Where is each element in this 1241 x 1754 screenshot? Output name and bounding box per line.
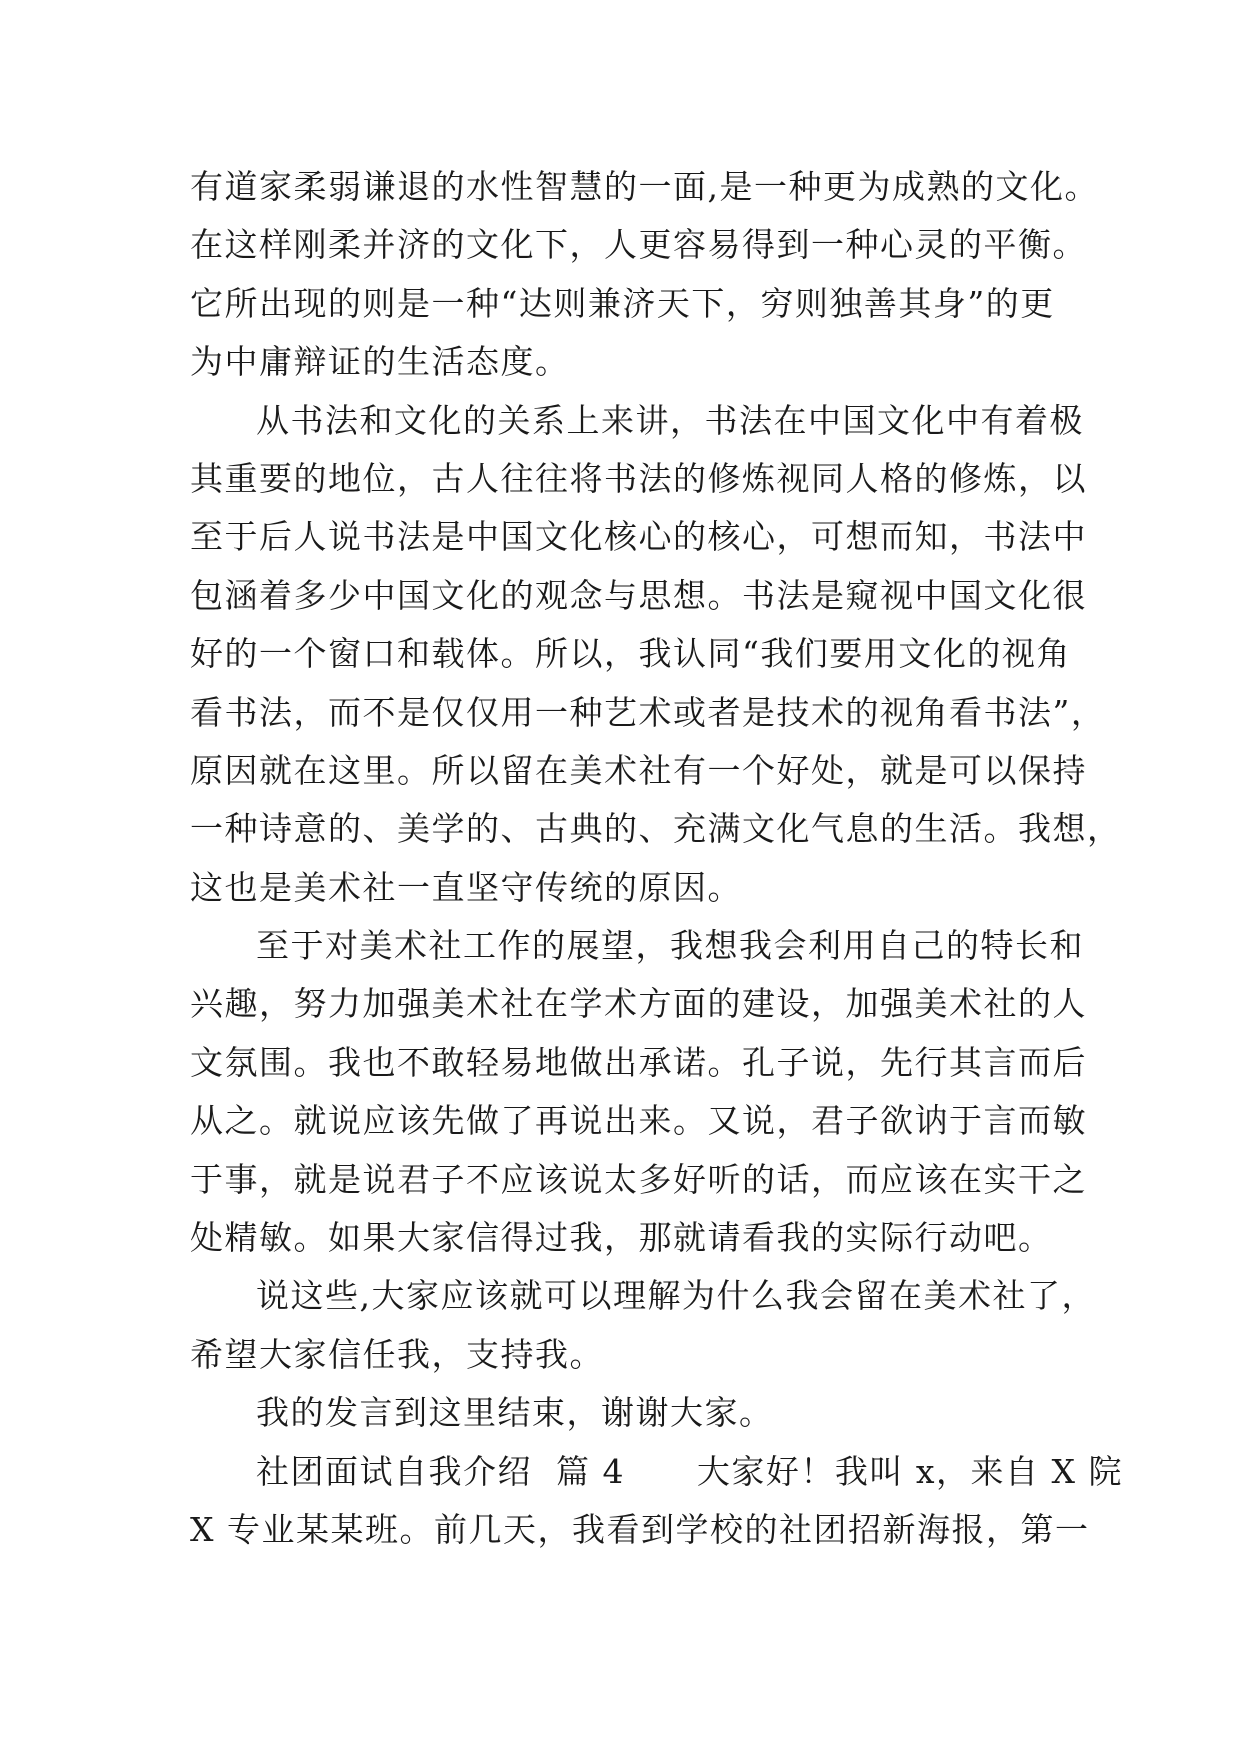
- section-heading-line: 社团面试自我介绍 篇 4 大家好！我叫 x，来自 X 院: [256, 1451, 1123, 1491]
- text-line: 从之。就说应该先做了再说出来。又说，君子欲讷于言而敏: [190, 1101, 1087, 1141]
- text-line: 处精敏。如果大家信得过我，那就请看我的实际行动吧。: [190, 1218, 1053, 1258]
- text-line: 希望大家信任我，支持我。: [190, 1334, 604, 1374]
- body-text: [190, 158, 1123, 1559]
- text-line: 为中庸辩证的生活态度。: [190, 342, 570, 382]
- text-line: 看书法，而不是仅仅用一种艺术或者是技术的视角看书法”，: [190, 692, 1106, 732]
- text-line: 原因就在这里。所以留在美术社有一个好处，就是可以保持: [190, 750, 1087, 790]
- text-line: 在这样刚柔并济的文化下，人更容易得到一种心灵的平衡。: [190, 225, 1087, 265]
- text-line: 有道家柔弱谦退的水性智慧的一面,是一种更为成熟的文化。: [190, 167, 1099, 206]
- text-line: 它所出现的则是一种“达则兼济天下，穷则独善其身”的更: [190, 283, 1055, 323]
- text-line: 这也是美术社一直坚守传统的原因。: [190, 867, 742, 907]
- text-line: 至于后人说书法是中国文化核心的核心，可想而知，书法中: [190, 517, 1087, 557]
- text-line: 好的一个窗口和载体。所以，我认同“我们要用文化的视角: [190, 634, 1071, 674]
- paragraph-first-line: 从书法和文化的关系上来讲，书法在中国文化中有着极: [256, 400, 1084, 440]
- text-line: 其重要的地位，古人往往将书法的修炼视同人格的修炼，以: [190, 458, 1087, 498]
- text-line: 一种诗意的、美学的、古典的、充满文化气息的生活。我想，: [190, 809, 1122, 849]
- text-line: 兴趣，努力加强美术社在学术方面的建设，加强美术社的人: [190, 984, 1087, 1024]
- paragraph-first-line: 说这些,大家应该就可以理解为什么我会留在美术社了，: [256, 1276, 1096, 1316]
- text-line: X 专业某某班。前几天，我看到学校的社团招新海报，第一: [190, 1509, 1090, 1549]
- text-line: 包涵着多少中国文化的观念与思想。书法是窥视中国文化很: [190, 575, 1087, 615]
- text-line: 于事，就是说君子不应该说太多好听的话，而应该在实干之: [190, 1159, 1087, 1199]
- paragraph-first-line: 至于对美术社工作的展望，我想我会利用自己的特长和: [256, 926, 1084, 966]
- text-line: 文氛围。我也不敢轻易地做出承诺。孔子说，先行其言而后: [190, 1042, 1087, 1082]
- paragraph-first-line: 我的发言到这里结束，谢谢大家。: [256, 1393, 774, 1433]
